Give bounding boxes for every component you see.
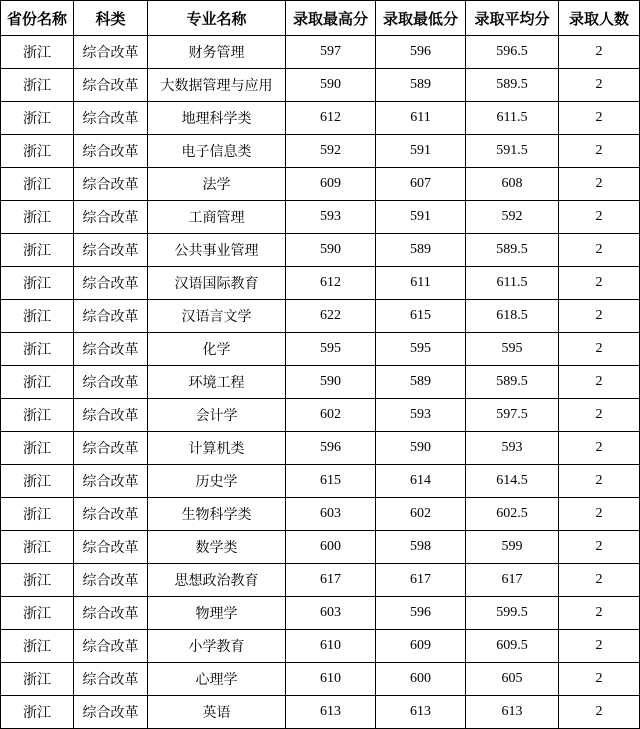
- cell-admit-count: 2: [559, 663, 640, 696]
- cell-max-score: 603: [286, 498, 376, 531]
- cell-avg-score: 618.5: [466, 300, 559, 333]
- cell-avg-score: 589.5: [466, 69, 559, 102]
- cell-category: 综合改革: [74, 432, 148, 465]
- cell-province: 浙江: [1, 300, 74, 333]
- cell-province: 浙江: [1, 102, 74, 135]
- cell-province: 浙江: [1, 696, 74, 729]
- header-category: 科类: [74, 1, 148, 36]
- cell-admit-count: 2: [559, 366, 640, 399]
- cell-avg-score: 605: [466, 663, 559, 696]
- cell-max-score: 617: [286, 564, 376, 597]
- cell-max-score: 612: [286, 267, 376, 300]
- cell-max-score: 622: [286, 300, 376, 333]
- cell-major: 汉语国际教育: [148, 267, 286, 300]
- table-row: [1, 267, 640, 300]
- cell-max-score: 612: [286, 102, 376, 135]
- header-admit-count: 录取人数: [559, 1, 640, 36]
- cell-province: 浙江: [1, 333, 74, 366]
- table-row: [1, 498, 640, 531]
- cell-avg-score: 589.5: [466, 234, 559, 267]
- table-row: [1, 69, 640, 102]
- cell-admit-count: 2: [559, 168, 640, 201]
- cell-max-score: 602: [286, 399, 376, 432]
- header-max-score: 录取最高分: [286, 1, 376, 36]
- table-row: [1, 531, 640, 564]
- cell-min-score: 593: [376, 399, 466, 432]
- cell-major: 思想政治教育: [148, 564, 286, 597]
- cell-admit-count: 2: [559, 432, 640, 465]
- cell-min-score: 591: [376, 135, 466, 168]
- cell-min-score: 617: [376, 564, 466, 597]
- cell-admit-count: 2: [559, 69, 640, 102]
- table-header: [1, 1, 640, 36]
- cell-avg-score: 595: [466, 333, 559, 366]
- cell-avg-score: 613: [466, 696, 559, 729]
- cell-category: 综合改革: [74, 36, 148, 69]
- cell-avg-score: 591.5: [466, 135, 559, 168]
- cell-max-score: 592: [286, 135, 376, 168]
- table-row: [1, 102, 640, 135]
- cell-max-score: 613: [286, 696, 376, 729]
- header-major: 专业名称: [148, 1, 286, 36]
- cell-avg-score: 617: [466, 564, 559, 597]
- cell-max-score: 590: [286, 234, 376, 267]
- cell-major: 环境工程: [148, 366, 286, 399]
- cell-category: 综合改革: [74, 531, 148, 564]
- cell-avg-score: 602.5: [466, 498, 559, 531]
- cell-province: 浙江: [1, 630, 74, 663]
- cell-min-score: 596: [376, 36, 466, 69]
- cell-min-score: 589: [376, 366, 466, 399]
- cell-avg-score: 592: [466, 201, 559, 234]
- cell-province: 浙江: [1, 498, 74, 531]
- cell-admit-count: 2: [559, 333, 640, 366]
- cell-major: 数学类: [148, 531, 286, 564]
- cell-max-score: 590: [286, 69, 376, 102]
- cell-max-score: 590: [286, 366, 376, 399]
- cell-admit-count: 2: [559, 465, 640, 498]
- cell-admit-count: 2: [559, 630, 640, 663]
- cell-province: 浙江: [1, 36, 74, 69]
- cell-province: 浙江: [1, 135, 74, 168]
- cell-avg-score: 608: [466, 168, 559, 201]
- cell-province: 浙江: [1, 663, 74, 696]
- cell-min-score: 611: [376, 267, 466, 300]
- cell-max-score: 593: [286, 201, 376, 234]
- cell-province: 浙江: [1, 531, 74, 564]
- cell-min-score: 600: [376, 663, 466, 696]
- table-body: [1, 36, 640, 729]
- table-row: [1, 333, 640, 366]
- cell-province: 浙江: [1, 597, 74, 630]
- cell-category: 综合改革: [74, 564, 148, 597]
- cell-admit-count: 2: [559, 498, 640, 531]
- cell-major: 英语: [148, 696, 286, 729]
- cell-category: 综合改革: [74, 168, 148, 201]
- table-row: [1, 663, 640, 696]
- table-row: [1, 432, 640, 465]
- cell-category: 综合改革: [74, 498, 148, 531]
- cell-max-score: 595: [286, 333, 376, 366]
- cell-min-score: 602: [376, 498, 466, 531]
- cell-major: 物理学: [148, 597, 286, 630]
- table-row: [1, 465, 640, 498]
- cell-min-score: 609: [376, 630, 466, 663]
- cell-min-score: 596: [376, 597, 466, 630]
- table-row: [1, 696, 640, 729]
- cell-max-score: 596: [286, 432, 376, 465]
- cell-max-score: 610: [286, 630, 376, 663]
- cell-major: 历史学: [148, 465, 286, 498]
- table-row: [1, 564, 640, 597]
- cell-admit-count: 2: [559, 531, 640, 564]
- header-province: 省份名称: [1, 1, 74, 36]
- cell-avg-score: 589.5: [466, 366, 559, 399]
- cell-admit-count: 2: [559, 696, 640, 729]
- cell-category: 综合改革: [74, 663, 148, 696]
- cell-major: 计算机类: [148, 432, 286, 465]
- cell-major: 电子信息类: [148, 135, 286, 168]
- cell-category: 综合改革: [74, 300, 148, 333]
- cell-min-score: 613: [376, 696, 466, 729]
- cell-min-score: 614: [376, 465, 466, 498]
- cell-min-score: 611: [376, 102, 466, 135]
- cell-avg-score: 596.5: [466, 36, 559, 69]
- cell-max-score: 603: [286, 597, 376, 630]
- cell-category: 综合改革: [74, 135, 148, 168]
- table-row: [1, 234, 640, 267]
- cell-major: 小学教育: [148, 630, 286, 663]
- cell-province: 浙江: [1, 168, 74, 201]
- cell-admit-count: 2: [559, 201, 640, 234]
- cell-max-score: 609: [286, 168, 376, 201]
- cell-avg-score: 611.5: [466, 267, 559, 300]
- cell-category: 综合改革: [74, 465, 148, 498]
- cell-province: 浙江: [1, 465, 74, 498]
- cell-min-score: 615: [376, 300, 466, 333]
- table-row: [1, 366, 640, 399]
- cell-admit-count: 2: [559, 597, 640, 630]
- cell-category: 综合改革: [74, 69, 148, 102]
- table-row: [1, 36, 640, 69]
- cell-province: 浙江: [1, 234, 74, 267]
- cell-major: 财务管理: [148, 36, 286, 69]
- table-row: [1, 135, 640, 168]
- cell-max-score: 597: [286, 36, 376, 69]
- cell-admit-count: 2: [559, 102, 640, 135]
- cell-category: 综合改革: [74, 201, 148, 234]
- cell-category: 综合改革: [74, 267, 148, 300]
- cell-avg-score: 597.5: [466, 399, 559, 432]
- cell-category: 综合改革: [74, 399, 148, 432]
- cell-avg-score: 611.5: [466, 102, 559, 135]
- cell-category: 综合改革: [74, 102, 148, 135]
- header-row: [1, 1, 640, 36]
- header-min-score: 录取最低分: [376, 1, 466, 36]
- table-row: [1, 168, 640, 201]
- cell-avg-score: 609.5: [466, 630, 559, 663]
- cell-major: 公共事业管理: [148, 234, 286, 267]
- cell-category: 综合改革: [74, 333, 148, 366]
- cell-admit-count: 2: [559, 399, 640, 432]
- cell-min-score: 590: [376, 432, 466, 465]
- cell-category: 综合改革: [74, 696, 148, 729]
- cell-avg-score: 614.5: [466, 465, 559, 498]
- cell-admit-count: 2: [559, 135, 640, 168]
- table-row: [1, 201, 640, 234]
- cell-avg-score: 593: [466, 432, 559, 465]
- cell-province: 浙江: [1, 399, 74, 432]
- table-row: [1, 630, 640, 663]
- cell-category: 综合改革: [74, 366, 148, 399]
- cell-major: 化学: [148, 333, 286, 366]
- cell-major: 心理学: [148, 663, 286, 696]
- cell-major: 生物科学类: [148, 498, 286, 531]
- cell-province: 浙江: [1, 69, 74, 102]
- cell-major: 工商管理: [148, 201, 286, 234]
- cell-province: 浙江: [1, 366, 74, 399]
- cell-min-score: 589: [376, 234, 466, 267]
- cell-major: 地理科学类: [148, 102, 286, 135]
- cell-max-score: 615: [286, 465, 376, 498]
- cell-min-score: 591: [376, 201, 466, 234]
- cell-admit-count: 2: [559, 267, 640, 300]
- cell-max-score: 600: [286, 531, 376, 564]
- table-row: [1, 300, 640, 333]
- cell-min-score: 598: [376, 531, 466, 564]
- cell-category: 综合改革: [74, 234, 148, 267]
- cell-major: 汉语言文学: [148, 300, 286, 333]
- cell-category: 综合改革: [74, 630, 148, 663]
- cell-min-score: 589: [376, 69, 466, 102]
- cell-min-score: 595: [376, 333, 466, 366]
- cell-major: 法学: [148, 168, 286, 201]
- table-row: [1, 399, 640, 432]
- cell-major: 大数据管理与应用: [148, 69, 286, 102]
- cell-province: 浙江: [1, 201, 74, 234]
- header-avg-score: 录取平均分: [466, 1, 559, 36]
- cell-admit-count: 2: [559, 300, 640, 333]
- cell-admit-count: 2: [559, 564, 640, 597]
- cell-admit-count: 2: [559, 36, 640, 69]
- cell-avg-score: 599: [466, 531, 559, 564]
- cell-province: 浙江: [1, 267, 74, 300]
- cell-category: 综合改革: [74, 597, 148, 630]
- cell-avg-score: 599.5: [466, 597, 559, 630]
- cell-major: 会计学: [148, 399, 286, 432]
- cell-province: 浙江: [1, 564, 74, 597]
- cell-province: 浙江: [1, 432, 74, 465]
- cell-min-score: 607: [376, 168, 466, 201]
- cell-admit-count: 2: [559, 234, 640, 267]
- cell-max-score: 610: [286, 663, 376, 696]
- table-row: [1, 597, 640, 630]
